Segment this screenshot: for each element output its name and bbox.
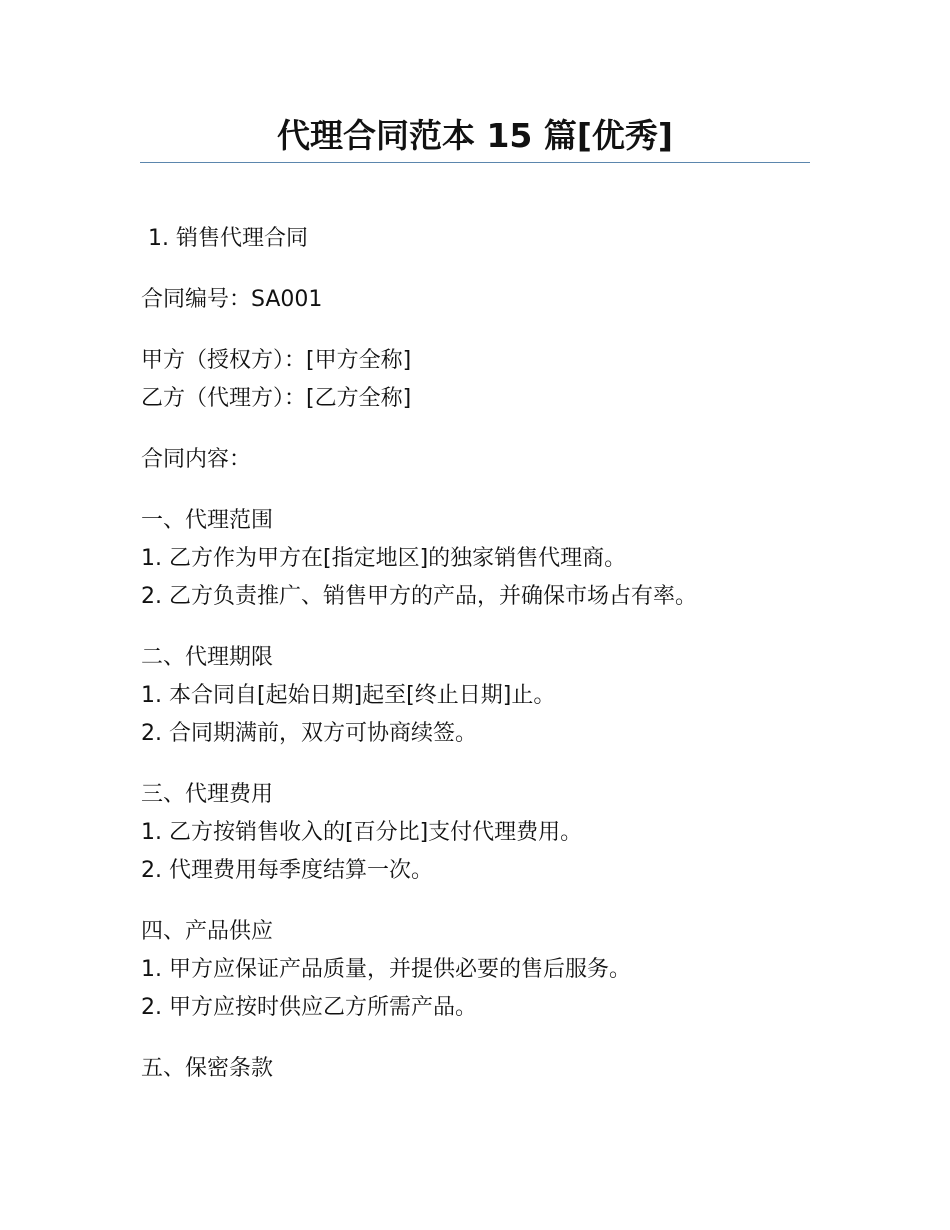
section-scope <box>141 502 821 616</box>
section-item: 1. 本合同自[起始日期]起至[终止日期]止。 <box>141 683 556 708</box>
section-supply <box>141 913 821 1027</box>
section-item: 2. 乙方负责推广、销售甲方的产品，并确保市场占有率。 <box>141 584 697 609</box>
title-divider <box>140 162 810 163</box>
section-title: 一、代理范围 <box>141 508 274 533</box>
section-item: 2. 代理费用每季度结算一次。 <box>141 858 433 883</box>
section-title: 三、代理费用 <box>141 782 274 807</box>
section-title: 四、产品供应 <box>141 919 274 944</box>
section-fees <box>141 776 821 890</box>
section-term <box>141 639 821 753</box>
contract-heading: 1. 销售代理合同 <box>148 226 308 251</box>
content-label: 合同内容： <box>141 447 252 472</box>
section-title: 二、代理期限 <box>141 645 274 670</box>
contract-number: 合同编号：SA001 <box>141 287 323 312</box>
section-item: 2. 甲方应按时供应乙方所需产品。 <box>141 995 477 1020</box>
document-body <box>141 220 821 1088</box>
section-item: 1. 乙方作为甲方在[指定地区]的独家销售代理商。 <box>141 546 627 571</box>
party-b: 乙方（代理方）：[乙方全称] <box>141 386 412 411</box>
party-a: 甲方（授权方）：[甲方全称] <box>141 348 412 373</box>
section-item: 1. 甲方应保证产品质量，并提供必要的售后服务。 <box>141 957 631 982</box>
page-title: 代理合同范本 15 篇[优秀] <box>276 116 674 155</box>
section-item: 1. 乙方按销售收入的[百分比]支付代理费用。 <box>141 820 583 845</box>
section-item: 2. 合同期满前，双方可协商续签。 <box>141 721 477 746</box>
section-title: 五、保密条款 <box>141 1056 274 1081</box>
section-confidentiality <box>141 1050 821 1088</box>
